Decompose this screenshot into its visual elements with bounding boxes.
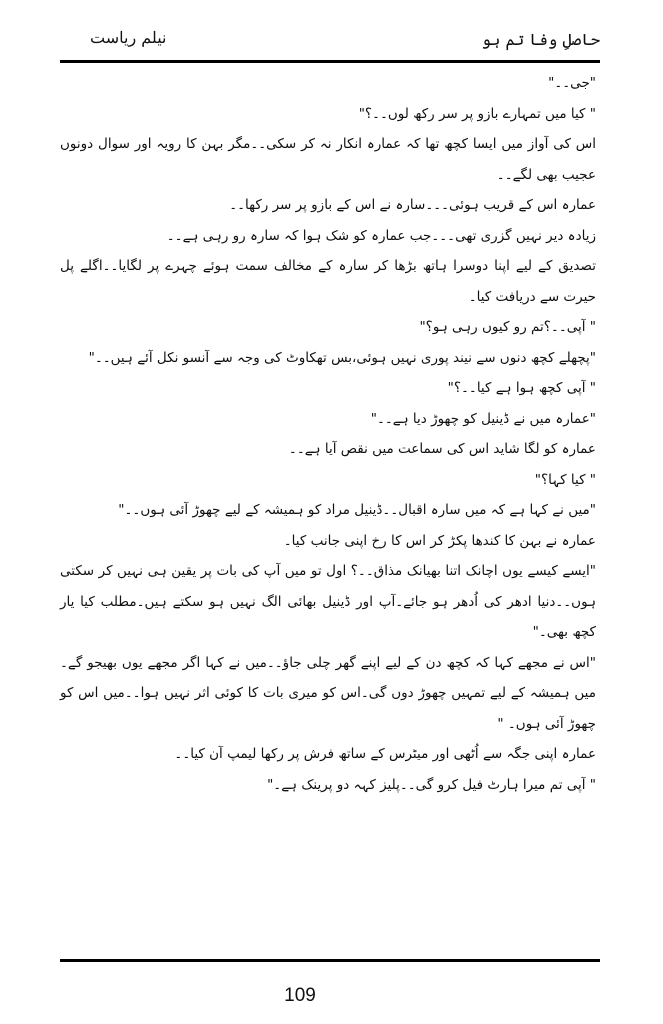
book-title: حاصلِ وفا تم ہو (481, 30, 600, 49)
paragraph: زیادہ دیر نہیں گزری تھی۔۔۔جب عمارہ کو شک ہوا کہ سارہ رو رہی ہے۔۔ (166, 227, 596, 244)
page-header (60, 18, 600, 58)
paragraph: "اس نے مجھے کہا کہ کچھ دن کے لیے اپنے گھر چلی جاؤ۔۔میں نے کہا اگر مجھے یوں بھیجو گے۔میں ہمیشہ کے لیے تمہیں چھوڑ دوں گی۔اس کو میری بات کا کوئی اثر نہیں ہوا۔۔میں اس کو چھوڑ آئی ہوں۔ " (60, 654, 596, 732)
paragraph: "میں نے کہا ہے کہ میں سارہ اقبال۔۔ڈینیل مراد کو ہمیشہ کے لیے چھوڑ آئی ہوں۔۔" (118, 502, 596, 518)
paragraph: عمارہ اپنی جگہ سے اُٹھی اور میٹرس کے ساتھ فرش پر رکھا لیمپ آن کیا۔۔ (174, 746, 596, 762)
paragraph: عمارہ نے بہن کا کندھا پکڑ کر اس کا رخ اپنی جانب کیا۔ (283, 532, 596, 549)
paragraph: "ایسے کیسے یوں اچانک اتنا بھیانک مذاق۔۔؟ اول تو میں آپ کی بات پر یقین ہی نہیں کر سکتی ہوں۔۔دنیا ادھر کی اُدھر ہو جائے۔آپ اور ڈینیل بھائی الگ نہیں ہو سکتے ہیں۔مطلب کیا یار کچھ بھی۔" (60, 563, 596, 640)
paragraph: " آپی تم میرا ہارٹ فیل کرو گی۔۔پلیز کہہ دو پرینک ہے۔" (267, 776, 596, 793)
paragraph: " آپی۔۔؟تم رو کیوں رہی ہو؟" (419, 319, 596, 335)
paragraph: " آپی کچھ ہوا ہے کیا۔۔؟" (447, 380, 596, 396)
paragraph: عمارہ کو لگا شاید اس کی سماعت میں نقص آیا ہے۔۔ (288, 441, 596, 457)
paragraph: "عمارہ میں نے ڈینیل کو چھوڑ دیا ہے۔۔" (370, 410, 596, 427)
paragraph: اس کی آواز میں ایسا کچھ تھا کہ عمارہ انکار نہ کر سکی۔۔مگر بہن کا رویہ اور سوال دونوں عجیب بھی لگے۔۔ (60, 136, 596, 183)
paragraph: " کیا میں تمہارے بازو پر سر رکھ لوں۔۔؟" (358, 105, 596, 122)
header-rule (60, 60, 600, 63)
paragraph: "جی۔۔" (548, 75, 596, 91)
paragraph: "پچھلے کچھ دنوں سے نیند پوری نہیں ہوئی،بس تھکاوٹ کی وجہ سے آنسو نکل آئے ہیں۔۔" (88, 349, 596, 366)
paragraph: عمارہ اس کے قریب ہوئی۔۔۔سارہ نے اس کے بازو پر سر رکھا۔۔ (229, 197, 596, 213)
paragraph: " کیا کہا؟" (534, 471, 596, 488)
body-text (60, 68, 600, 800)
page-number: 109 (284, 985, 316, 1006)
paragraph: تصدیق کے لیے اپنا دوسرا ہاتھ بڑھا کر سارہ کے مخالف سمت ہوئے چہرے پر لگایا۔۔اگلے پل حیرت سے دریافت کیا۔ (60, 258, 596, 305)
footer-rule (60, 959, 600, 962)
author-name: نیلم ریاست (90, 28, 167, 47)
